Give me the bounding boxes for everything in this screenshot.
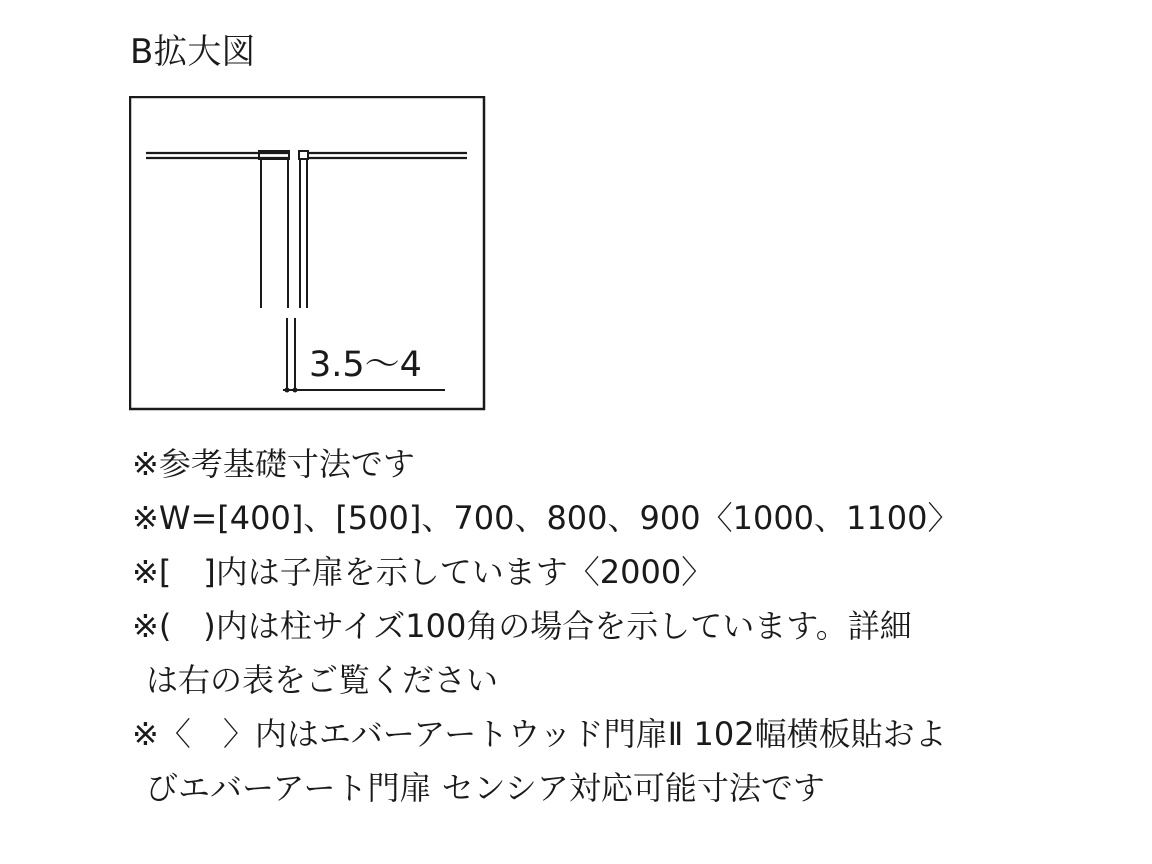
note-line-continued: は右の表をご覧ください (146, 661, 499, 699)
note-line-continued: びエバーアート門扉 センシア対応可能寸法です (146, 769, 825, 807)
note-line: ※( )内は柱サイズ100角の場合を示しています。詳細 (132, 607, 912, 645)
figure-title: B拡大図 (130, 32, 256, 72)
detail-b-diagram (129, 96, 486, 411)
dimension-dot-right (293, 388, 298, 393)
dimension-dot-left (285, 388, 290, 393)
note-line: ※W=[400]、[500]、700、800、900〈1000、1100〉 (132, 499, 960, 537)
note-line: ※参考基礎寸法です (132, 445, 415, 483)
note-line: ※〈 〉内はエバーアートウッド門扉Ⅱ 102幅横板貼およ (132, 715, 947, 753)
notes-list (132, 437, 1132, 815)
note-line: ※[ ]内は子扉を示しています〈2000〉 (132, 553, 714, 591)
dimension-label: 3.5〜4 (309, 345, 422, 385)
right-post-cap (299, 151, 308, 159)
